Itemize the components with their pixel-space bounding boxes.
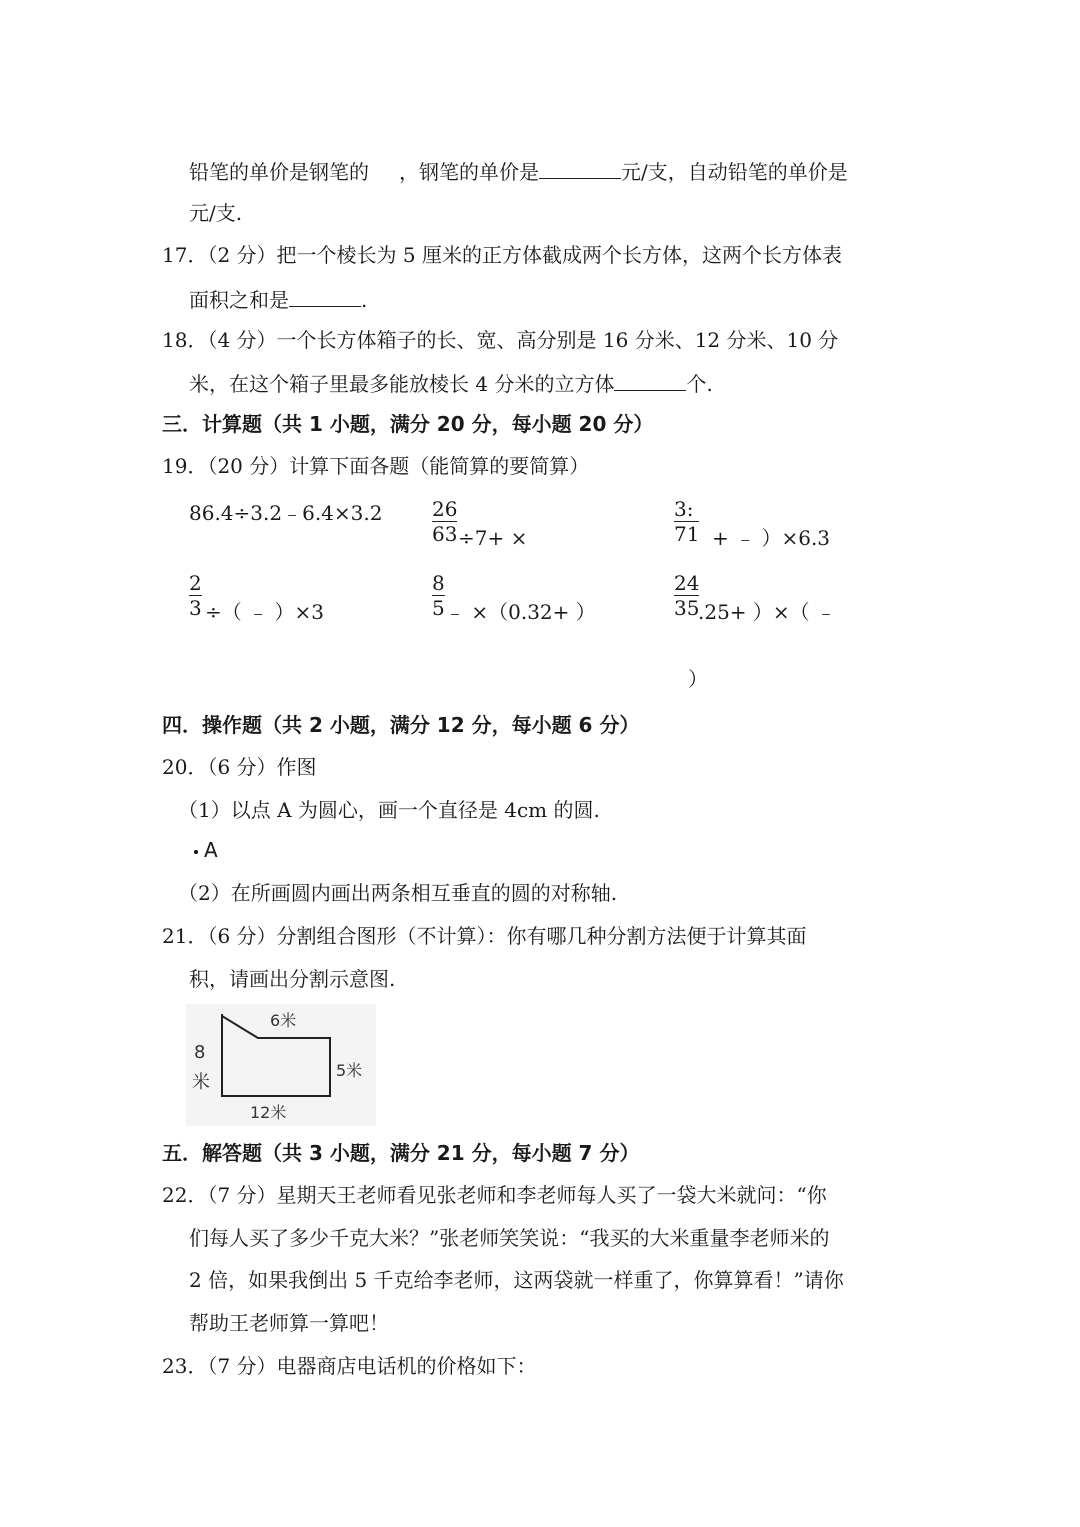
q22-line4: 帮助王老师算一算吧！ (189, 1311, 389, 1335)
q19-expr-4-fraction (189, 573, 202, 618)
q18-line2 (189, 372, 713, 394)
q21-line2: 积，请画出分割示意图. (189, 967, 396, 991)
label-left-number: 8 (194, 1042, 206, 1063)
point-a-marker (194, 838, 218, 862)
q16-text-b: ，钢笔的单价是 (399, 160, 539, 184)
q22-line2: 们每人买了多少千克大米？”张老师笑笑说：“我买的大米重量李老师米的 (189, 1226, 830, 1250)
q18-line1: 18．（4 分）一个长方体箱子的长、宽、高分别是 16 分米、12 分米、10 分 (162, 328, 839, 352)
label-bottom: 12米 (250, 1103, 287, 1122)
q22-line3: 2 倍，如果我倒出 5 千克给李老师，这两袋就一样重了，你算算看！”请你 (189, 1268, 844, 1292)
q16-blank-1[interactable] (539, 160, 621, 179)
q20-part-1: （1）以点 A 为圆心，画一个直径是 4cm 的圆. (178, 798, 600, 822)
label-right: 5米 (336, 1061, 363, 1080)
section-5-heading: 五．解答题（共 3 小题，满分 21 分，每小题 7 分） (162, 1141, 640, 1165)
fraction-numerator: 3: (674, 497, 694, 521)
q18-text: 米，在这个箱子里最多能放棱长 4 分米的立方体 (189, 372, 615, 396)
fraction-denominator: 5 (432, 596, 445, 620)
q17-text: 面积之和是 (189, 288, 289, 312)
fraction-denominator: 35 (674, 596, 700, 620)
q19-expr-2-fraction (432, 499, 457, 544)
q20-part-2: （2）在所画圆内画出两条相互垂直的圆的对称轴. (178, 881, 618, 905)
q19-expr-6-rest: .25+ ）×（ ﹣ (698, 600, 837, 624)
label-left-unit: 米 (192, 1072, 210, 1093)
label-top: 6米 (270, 1011, 297, 1030)
fraction-numerator: 26 (432, 497, 458, 521)
q19-expr-3-rest: + ﹣ ）×6.3 (712, 526, 831, 550)
q17-blank[interactable] (289, 288, 361, 307)
q19-expr-6-fraction (674, 573, 699, 618)
q20-title: 20．（6 分）作图 (162, 755, 317, 779)
q16-line1 (189, 160, 848, 182)
fraction-denominator: 63 (432, 522, 458, 546)
fraction-numerator: 8 (432, 571, 445, 595)
section-4-heading: 四．操作题（共 2 小题，满分 12 分，每小题 6 分） (162, 713, 640, 737)
q18-unit: 个. (686, 372, 713, 396)
q19-expr-6-close: ） (688, 667, 708, 691)
q22-line1: 22．（7 分）星期天王老师看见张老师和李老师每人买了一袋大米就问：“你 (162, 1183, 827, 1207)
fraction-numerator: 2 (189, 571, 202, 595)
point-a-label: A (204, 838, 218, 862)
q19-expr-2-rest: ÷7+ × (458, 526, 528, 550)
fraction-denominator: 71 (674, 522, 700, 546)
section-3-heading: 三．计算题（共 1 小题，满分 20 分，每小题 20 分） (162, 412, 654, 436)
q16-line2: 元/支. (189, 201, 243, 225)
q19-expr-5-rest: ﹣ ×（0.32+ ） (445, 600, 596, 624)
q17-line2 (189, 288, 367, 310)
q18-blank[interactable] (614, 372, 686, 391)
q17-period: . (361, 288, 368, 312)
q23-line1: 23．（7 分）电器商店电话机的价格如下： (162, 1354, 537, 1378)
fraction-numerator: 24 (674, 571, 700, 595)
q17-line1: 17．（2 分）把一个棱长为 5 厘米的正方体截成两个长方体，这两个长方体表 (162, 243, 842, 267)
q19-expr-3-fraction (674, 499, 699, 544)
q19-expr-5-fraction (432, 573, 445, 618)
q19-expr-4-rest: ÷（ ﹣ ）×3 (205, 600, 324, 624)
point-dot-icon (194, 850, 198, 854)
q16-text-c: 元/支，自动铅笔的单价是 (621, 160, 848, 184)
composite-shape-figure (186, 1004, 376, 1126)
q19-expr-1: 86.4÷3.2﹣6.4×3.2 (189, 501, 383, 525)
q19-title: 19．（20 分）计算下面各题（能简算的要简算） (162, 454, 590, 478)
q21-line1: 21．（6 分）分割组合图形（不计算）：你有哪几种分割方法便于计算其面 (162, 924, 807, 948)
q16-text-a: 铅笔的单价是钢笔的 (189, 160, 369, 184)
fraction-denominator: 3 (189, 596, 202, 620)
